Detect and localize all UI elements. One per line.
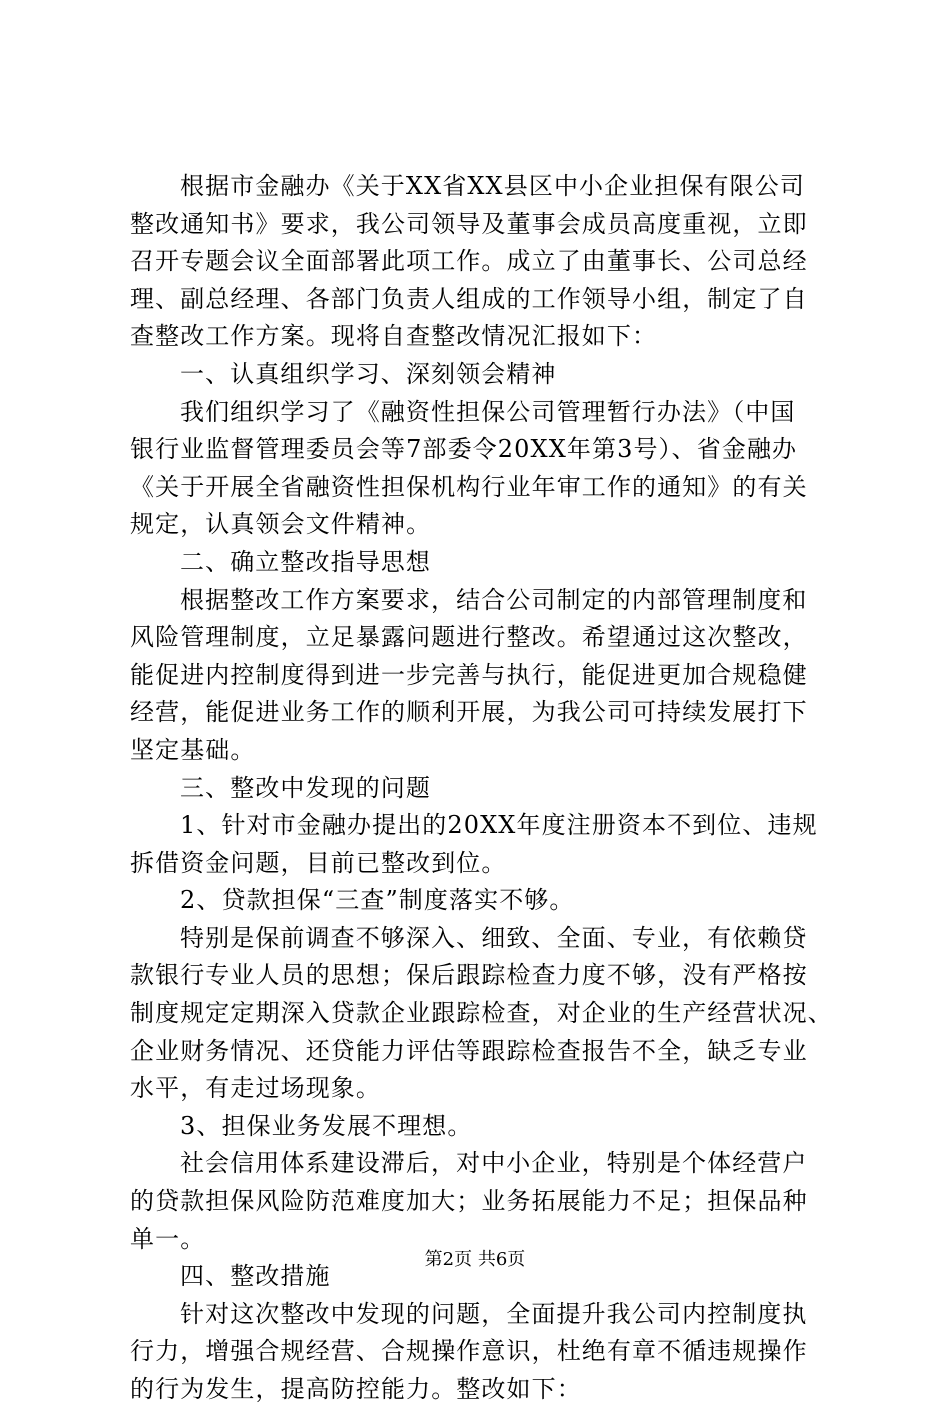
- text-line: 我们组织学习了《融资性担保公司管理暂行办法》（中国: [180, 397, 796, 426]
- text-line: 行力，增强合规经营、合规操作意识，杜绝有章不循违规操作: [130, 1337, 808, 1366]
- text-line: 整改通知书》要求，我公司领导及董事会成员高度重视，立即: [130, 209, 808, 238]
- text-line: 能促进内控制度得到进一步完善与执行，能促进更加合规稳健: [130, 660, 808, 689]
- text-line: 坚定基础。: [130, 735, 256, 764]
- text-line: 四、整改措施: [180, 1262, 331, 1291]
- text-line: 款银行专业人员的思想；保后跟踪检查力度不够，没有严格按: [130, 961, 808, 990]
- page-footer: 第2页 共6页: [424, 1249, 526, 1270]
- text-line: 水平，有走过场现象。: [130, 1074, 381, 1103]
- text-line: 的贷款担保风险防范难度加大；业务拓展能力不足；担保品种: [130, 1187, 808, 1216]
- text-line: 二、确立整改指导思想: [180, 547, 431, 576]
- text-line: 3、担保业务发展不理想。: [180, 1111, 473, 1140]
- text-line: 企业财务情况、还贷能力评估等跟踪检查报告不全，缺乏专业: [130, 1036, 808, 1065]
- text-line: 理、副总经理、各部门负责人组成的工作领导小组，制定了自: [130, 284, 808, 313]
- text-line: 银行业监督管理委员会等7部委令20XX年第3号）、省金融办: [130, 435, 798, 464]
- text-line: 针对这次整改中发现的问题，全面提升我公司内控制度执: [180, 1299, 808, 1328]
- text-line: 风险管理制度，立足暴露问题进行整改。希望通过这次整改，: [130, 623, 808, 652]
- text-line: 的行为发生，提高防控能力。整改如下：: [130, 1375, 582, 1403]
- text-line: 三、整改中发现的问题: [180, 773, 431, 802]
- document-body: [130, 168, 840, 1409]
- text-line: 根据整改工作方案要求，结合公司制定的内部管理制度和: [180, 585, 808, 614]
- text-line: 《关于开展全省融资性担保机构行业年审工作的通知》的有关: [130, 472, 808, 501]
- text-line: 规定，认真领会文件精神。: [130, 510, 432, 539]
- text-line: 1、针对市金融办提出的20XX年度注册资本不到位、违规: [180, 811, 818, 840]
- text-line: 召开专题会议全面部署此项工作。成立了由董事长、公司总经: [130, 247, 808, 276]
- text-line: 制度规定定期深入贷款企业跟踪检查，对企业的生产经营状况、: [130, 999, 833, 1028]
- text-line: 单一。: [130, 1224, 206, 1253]
- text-line: 查整改工作方案。现将自查整改情况汇报如下：: [130, 322, 658, 351]
- text-line: 特别是保前调查不够深入、细致、全面、专业，有依赖贷: [180, 923, 808, 952]
- text-line: 社会信用体系建设滞后，对中小企业，特别是个体经营户: [180, 1149, 808, 1178]
- text-line: 拆借资金问题，目前已整改到位。: [130, 848, 507, 877]
- text-line: 2、贷款担保“三查”制度落实不够。: [180, 886, 575, 915]
- text-line: 根据市金融办《关于XX省XX县区中小企业担保有限公司: [180, 172, 805, 200]
- text-line: 一、认真组织学习、深刻领会精神: [180, 359, 557, 388]
- text-line: 经营，能促进业务工作的顺利开展，为我公司可持续发展打下: [130, 698, 808, 727]
